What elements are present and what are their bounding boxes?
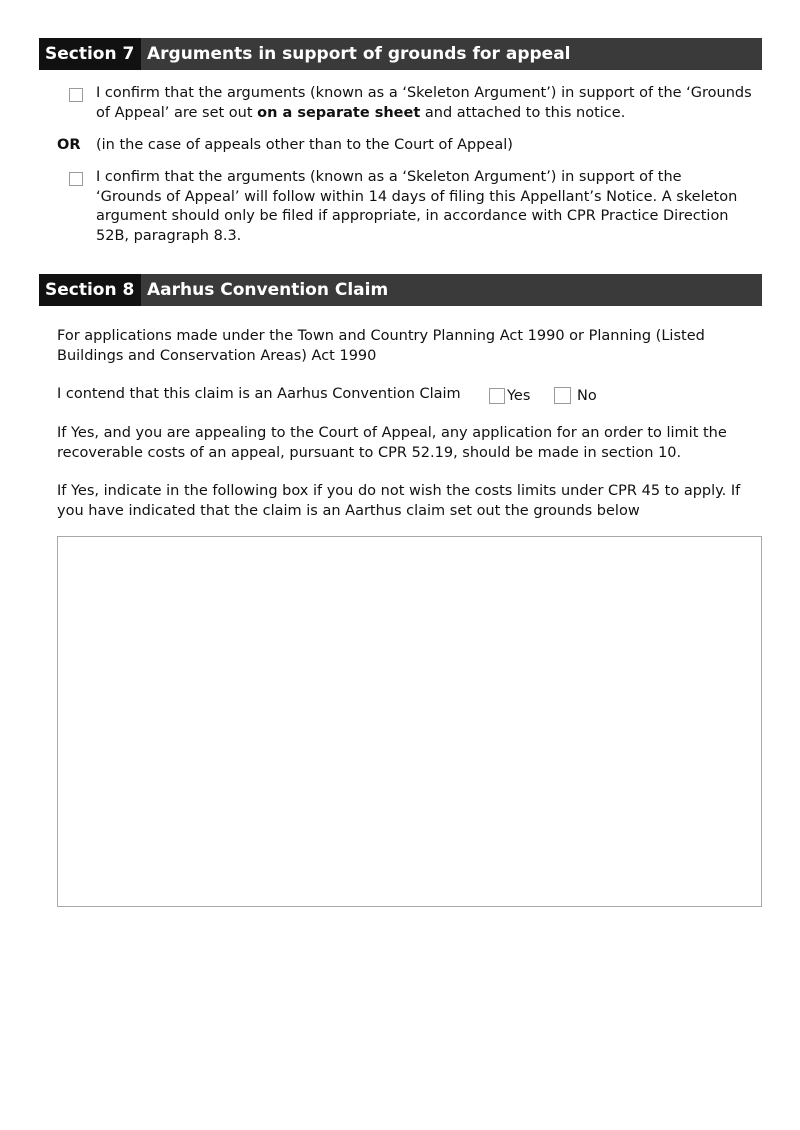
aarhus-no-label: No [577, 388, 597, 404]
aarhus-intro-text: For applications made under the Town and Country Planning Act 1990 or Planning (Listed Buildings and Conservation Areas) Act 1990 [57, 328, 705, 364]
section-7-number: Section 7 [39, 38, 141, 70]
cost-order-paragraph: If Yes, and you are appealing to the Court of Appeal, any application for an order to limit the recoverable costs of an appeal, pursuant to CPR 52.19, should be made in section 10. [57, 425, 727, 461]
or-condition-text: (in the case of appeals other than to the Court of Appeal) [96, 137, 513, 153]
aarhus-contend-text: I contend that this claim is an Aarhus Convention Claim [57, 386, 461, 402]
aarhus-grounds-textbox[interactable] [57, 536, 762, 907]
section-7-header [39, 38, 762, 70]
separate-sheet-emphasis: on a separate sheet [257, 104, 421, 121]
section-8-number: Section 8 [39, 274, 141, 306]
section-7-title: Arguments in support of grounds for appeal [141, 38, 762, 70]
skeleton-follow-checkbox[interactable] [69, 172, 83, 186]
aarhus-yes-label: Yes [507, 388, 531, 404]
skeleton-separate-sheet-text: I confirm that the arguments (known as a ‘Skeleton Argument’) in support of the ‘Grounds of Appeal’ are set out on a separate sheet and attached to this notice. [96, 85, 752, 121]
or-label: OR [57, 137, 81, 153]
aarhus-yes-checkbox[interactable] [489, 388, 505, 404]
aarhus-no-checkbox[interactable] [554, 387, 571, 404]
skeleton-follow-text: I confirm that the arguments (known as a ‘Skeleton Argument’) in support of the ‘Grounds of Appeal’ will follow within 14 days of filing this Appellant’s Notice. A skeleton argument should only be filed if appropriate, in accordance with CPR Practice Direction 52B, paragraph 8.3. [96, 169, 738, 244]
section-8-title: Aarhus Convention Claim [141, 274, 762, 306]
costs-limit-paragraph: If Yes, indicate in the following box if you do not wish the costs limits under CPR 45 to apply. If you have indicated that the claim is an Aarthus claim set out the grounds below [57, 483, 741, 519]
section-8-header [39, 274, 762, 306]
skeleton-separate-sheet-checkbox[interactable] [69, 88, 83, 102]
